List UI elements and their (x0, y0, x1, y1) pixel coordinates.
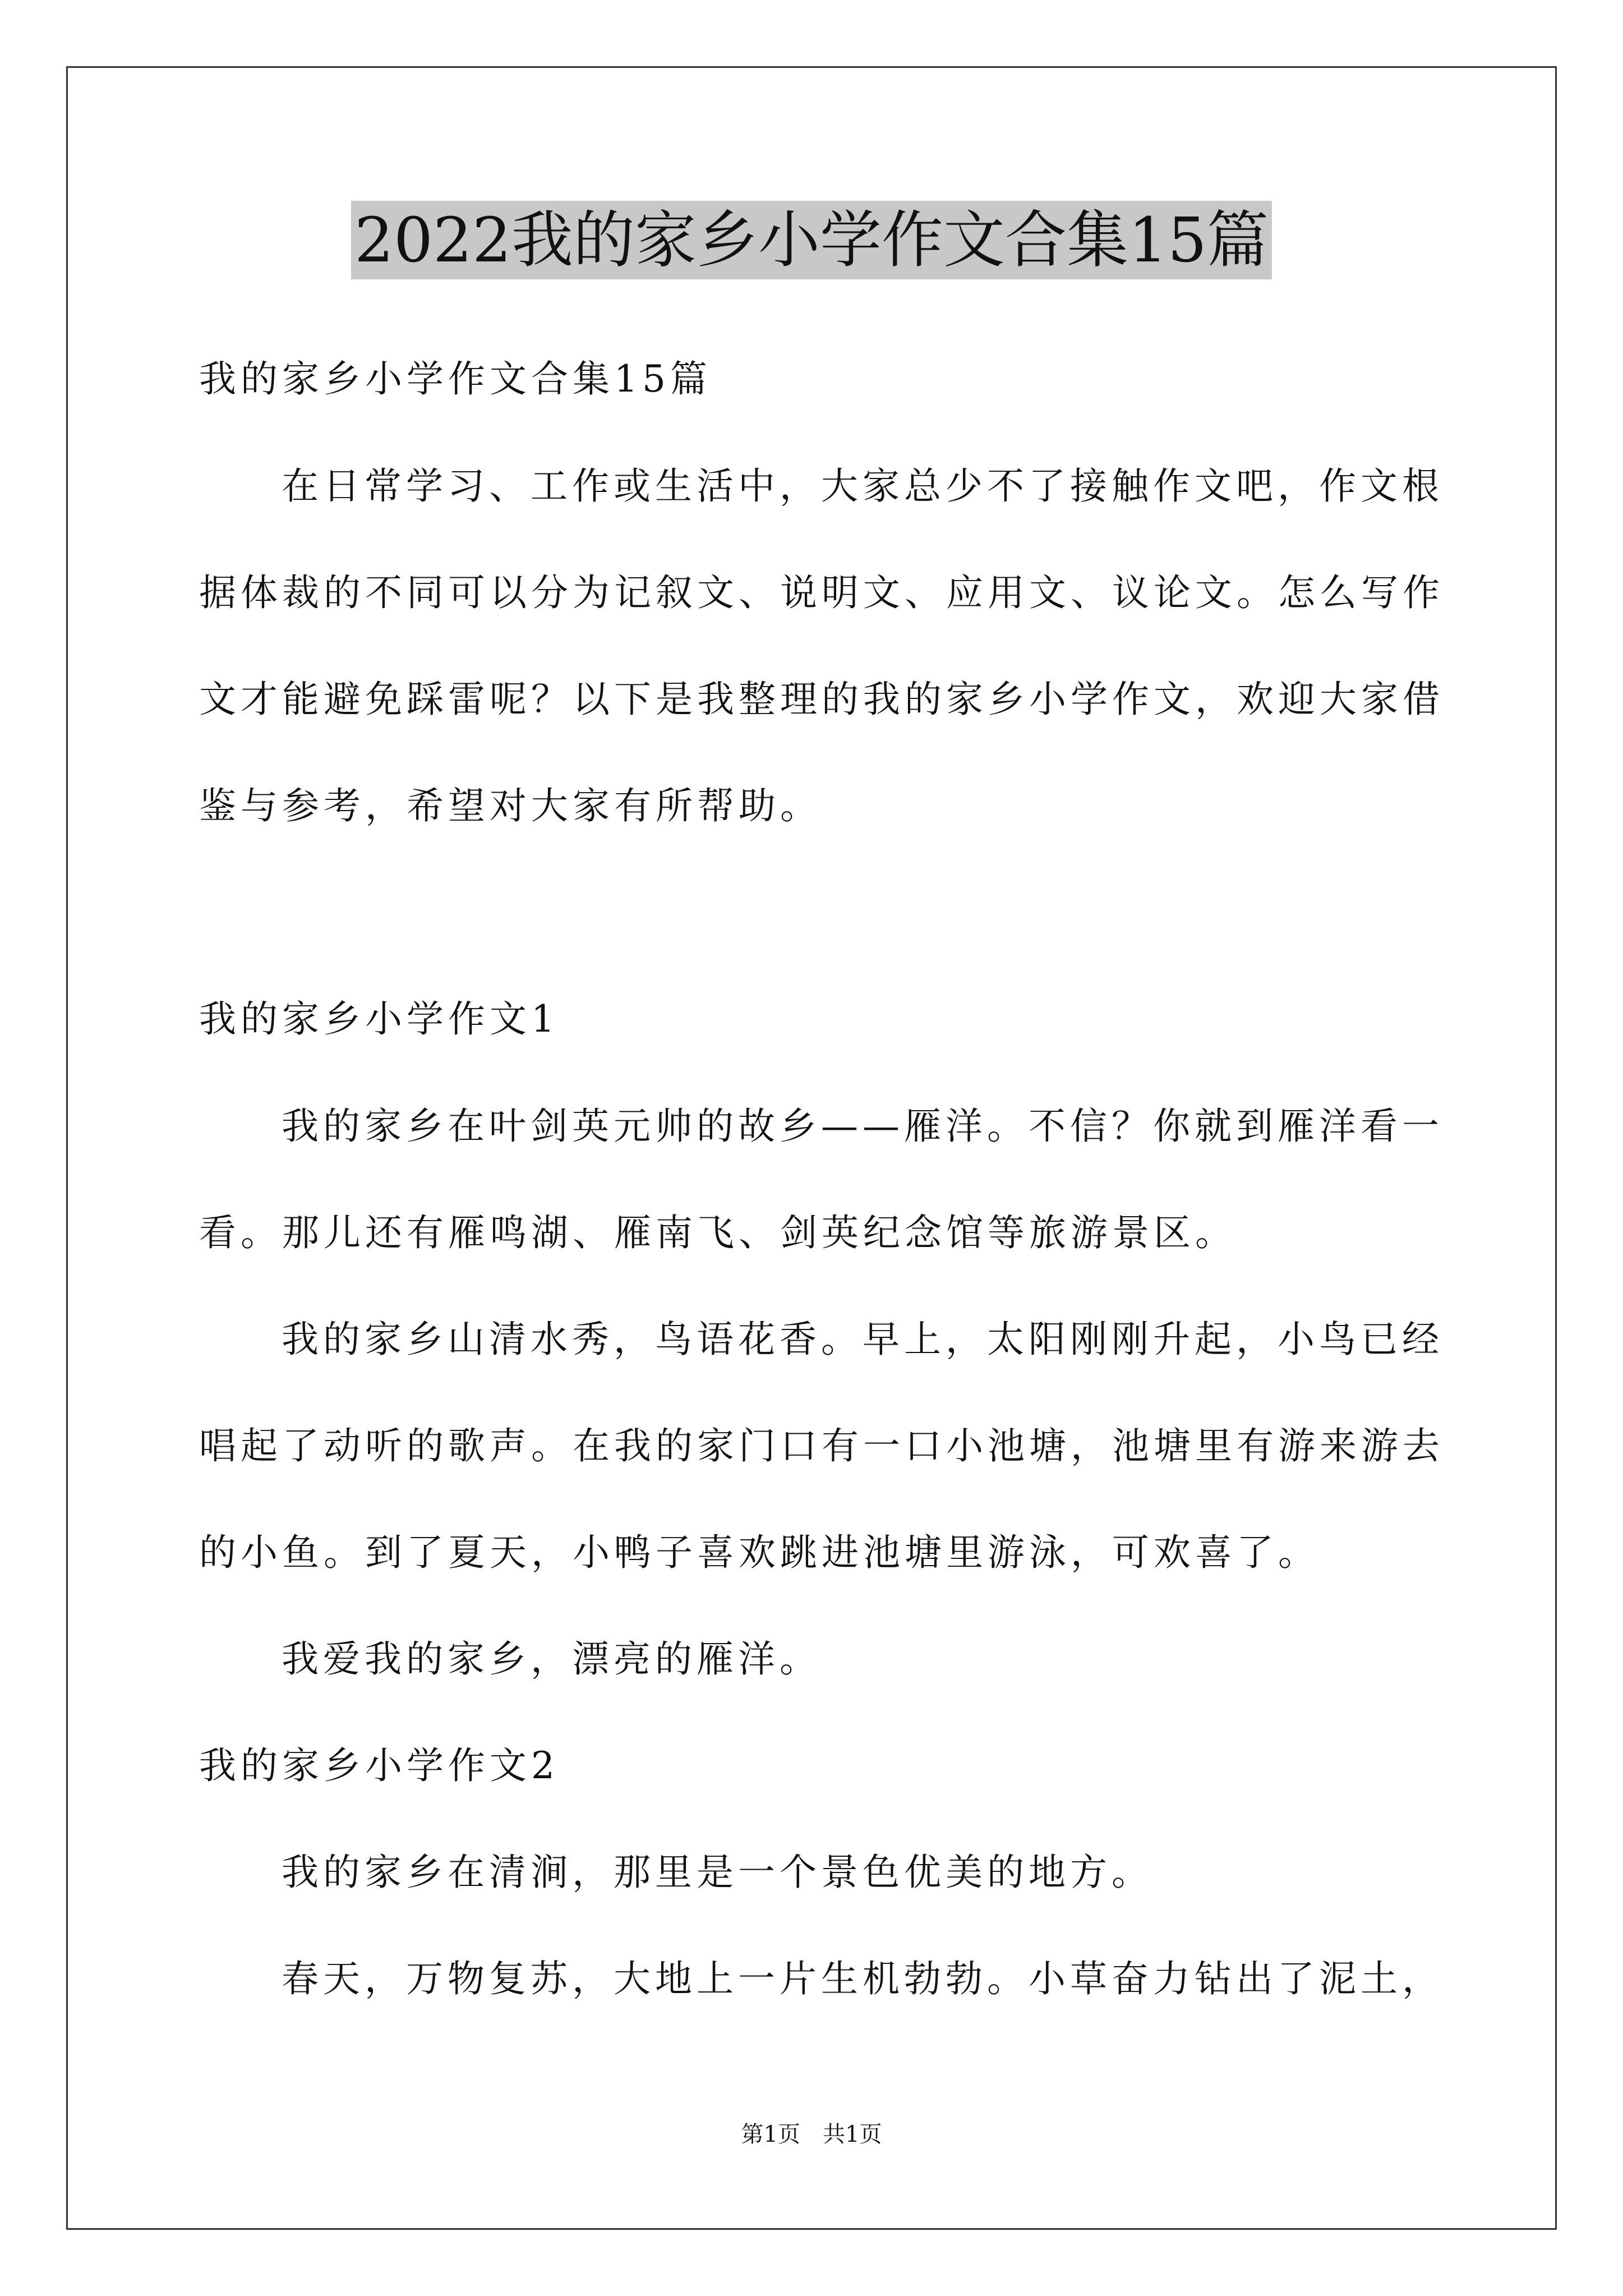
page-footer: 第1页 共1页 (741, 2122, 882, 2147)
paragraph-line: 唱起了动听的歌声。在我的家门口有一口小池塘，池塘里有游来游去 (199, 1424, 1444, 1467)
paragraph-line: 我的家乡在叶剑英元帅的故乡——雁洋。不信？你就到雁洋看一 (282, 1105, 1444, 1148)
title-container (0, 201, 1623, 279)
paragraph-line: 我的家乡在清涧，那里是一个景色优美的地方。 (282, 1851, 1153, 1894)
paragraph-line: 春天，万物复苏，大地上一片生机勃勃。小草奋力钻出了泥土， (282, 1957, 1444, 2000)
section-heading: 我的家乡小学作文1 (199, 997, 559, 1041)
document-title: 2022我的家乡小学作文合集15篇 (351, 201, 1272, 279)
section-heading: 我的家乡小学作文2 (199, 1744, 559, 1787)
paragraph-line: 我的家乡山清水秀，鸟语花香。早上，太阳刚刚升起，小鸟已经 (282, 1318, 1444, 1361)
paragraph-line: 鉴与参考，希望对大家有所帮助。 (199, 784, 822, 827)
paragraph-line: 文才能避免踩雷呢？以下是我整理的我的家乡小学作文，欢迎大家借 (199, 678, 1444, 721)
paragraph-line: 看。那儿还有雁鸣湖、雁南飞、剑英纪念馆等旅游景区。 (199, 1211, 1237, 1254)
paragraph-line: 的小鱼。到了夏天，小鸭子喜欢跳进池塘里游泳，可欢喜了。 (199, 1531, 1320, 1574)
paragraph-line: 在日常学习、工作或生活中，大家总少不了接触作文吧，作文根 (282, 464, 1444, 508)
paragraph-line: 我爱我的家乡，漂亮的雁洋。 (282, 1637, 821, 1681)
subtitle: 我的家乡小学作文合集15篇 (199, 357, 712, 401)
paragraph-line: 据体裁的不同可以分为记叙文、说明文、应用文、议论文。怎么写作 (199, 571, 1444, 614)
